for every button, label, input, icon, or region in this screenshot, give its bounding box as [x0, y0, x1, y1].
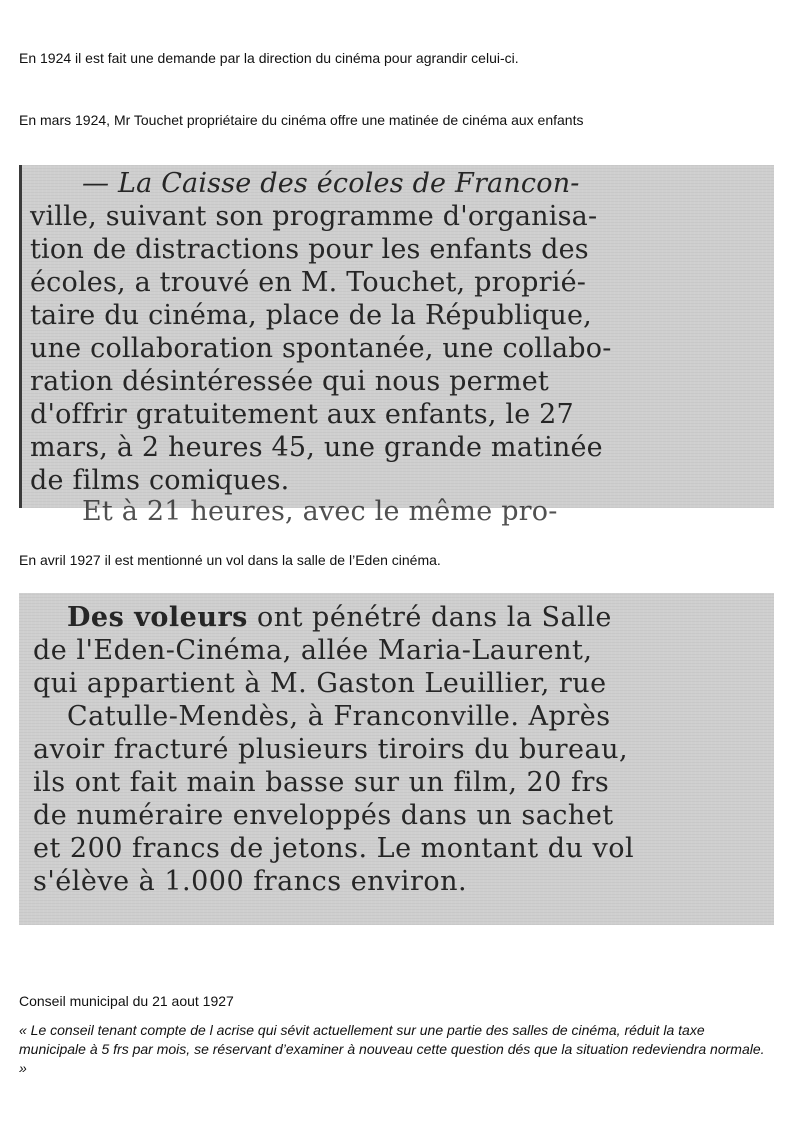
clipping-line: écoles, a trouvé en M. Touchet, proprié- [30, 267, 587, 298]
clipping-line: et 200 francs de jetons. Le montant du vol [33, 833, 635, 864]
clipping-line: d'offrir gratuitement aux enfants, le 27 [30, 399, 574, 430]
clipping-line: ration désintéressée qui nous permet [30, 366, 549, 397]
clipping-line: qui appartient à M. Gaston Leuillier, rue [33, 668, 607, 699]
conseil-municipal-title: Conseil municipal du 21 aout 1927 [19, 993, 234, 1009]
paragraph-mars-1924: En mars 1924, Mr Touchet propriétaire du cinéma offre une matinée de cinéma aux enfants [19, 112, 584, 128]
conseil-municipal-quote: « Le conseil tenant compte de l acrise qui sévit actuellement sur une partie des salles de cinéma, réduit la taxe municipale à 5 frs par mois, se réservant d’examiner à nouveau cette question dés que la situation redeviendra normale. » [19, 1022, 765, 1076]
clipping-line: ville, suivant son programme d'organisa- [30, 201, 598, 232]
paragraph-avril-1927: En avril 1927 il est mentionné un vol dans la salle de l’Eden cinéma. [19, 552, 441, 568]
clipping-line-rest: ont pénétré dans la Salle [247, 602, 612, 633]
clipping-line: tion de distractions pour les enfants des [30, 234, 589, 265]
newspaper-clipping-caisse-des-ecoles [19, 165, 774, 527]
clipping-line [67, 601, 612, 634]
clipping-line: — La Caisse des écoles de Francon- [82, 168, 580, 199]
clipping-line-cut: Et à 21 heures, avec le même pro- [82, 496, 558, 527]
clipping-line: avoir fracturé plusieurs tiroirs du bureau, [33, 734, 629, 765]
newspaper-clipping-eden-cinema-theft [19, 593, 774, 925]
clipping-line: mars, à 2 heures 45, une grande matinée [30, 432, 603, 463]
clipping-line: de numéraire enveloppés dans un sachet [33, 800, 614, 831]
clipping-line: ils ont fait main basse sur un film, 20 frs [33, 767, 610, 798]
clipping-lead: Des voleurs [67, 602, 248, 633]
clipping-line: de l'Eden-Cinéma, allée Maria-Laurent, [33, 635, 593, 666]
clipping-line: taire du cinéma, place de la République, [30, 300, 592, 331]
paragraph-1924-request: En 1924 il est fait une demande par la direction du cinéma pour agrandir celui-ci. [19, 50, 519, 66]
clipping-line: de films comiques. [30, 465, 290, 496]
clipping-line: s'élève à 1.000 francs environ. [33, 866, 468, 897]
clipping-line: une collaboration spontanée, une collabo- [30, 333, 612, 364]
clipping-line: Catulle-Mendès, à Franconville. Après [67, 701, 611, 732]
